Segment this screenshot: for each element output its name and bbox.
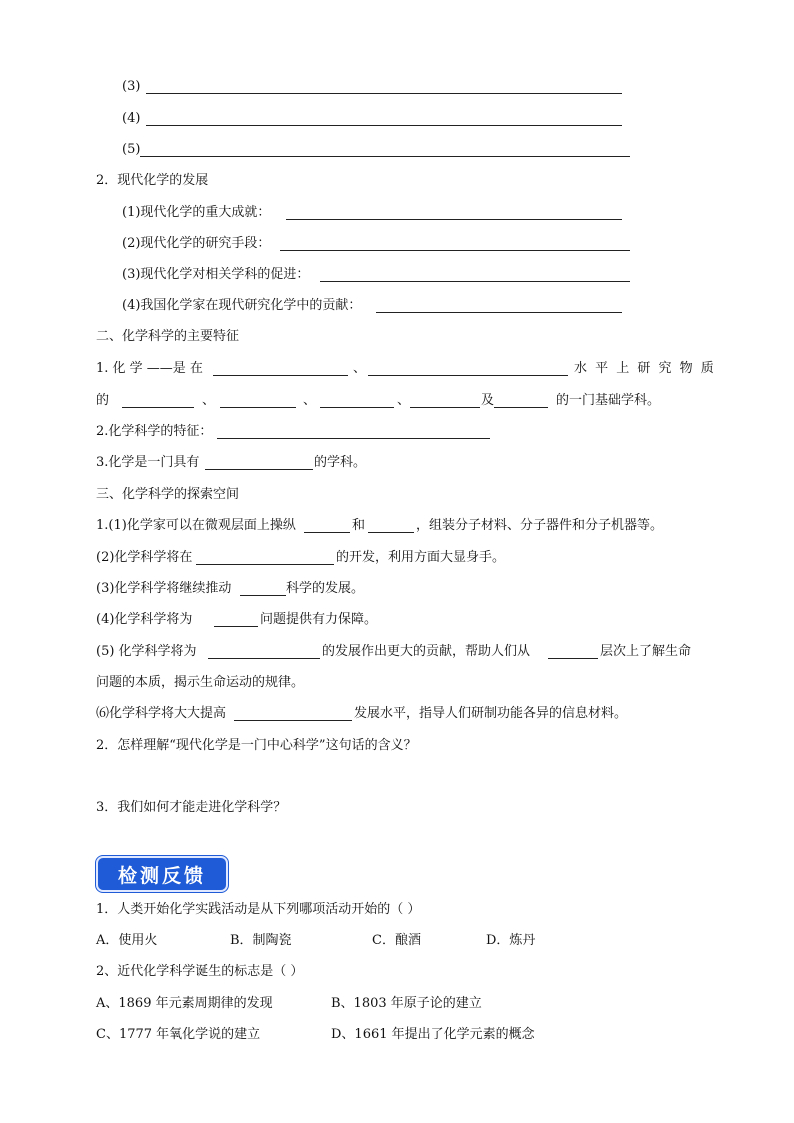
sec2-line2-b: 、 [202,393,216,408]
sec3-line1-b: 和 [352,518,366,533]
feedback-q2: 2、近代化学科学诞生的标志是（ ） [96,964,304,979]
blank-sec2-7[interactable] [494,407,548,408]
sec3-line1-a: 1.(1)化学家可以在微观层面上操纵 [96,518,296,533]
sec2-line4-a: 3.化学是一门具有 [96,455,200,470]
sub1-label: (1)现代化学的重大成就： [122,205,271,220]
answer-line-3[interactable] [146,93,622,94]
sub2-label: (2)现代化学的研究手段： [122,236,271,251]
section-2-title: 二、化学科学的主要特征 [96,329,240,344]
blank-sec2-5[interactable] [320,407,394,408]
sec2-line1-c: 水 平 上 研 究 物 质 [574,361,716,376]
answer-line-sub4[interactable] [376,312,622,313]
feedback-q1: 1．人类开始化学实践活动是从下列哪项活动开始的（ ） [96,902,421,917]
blank-sec3-1[interactable] [304,532,350,533]
sec3-line3-a: (3)化学科学将继续推动 [96,581,232,596]
feedback-badge: 检测反馈 [96,856,228,892]
sec2-line2-e: 及 [481,393,495,408]
sec3-line2-b: 的开发，利用方面大显身手。 [336,550,506,565]
blank-sec2-8[interactable] [217,438,490,439]
feedback-q1-opt-d[interactable]: D．炼丹 [486,933,536,948]
item-4-label: (4) [122,111,141,126]
feedback-q2-opt-a[interactable]: A、1869 年元素周期律的发现 [96,996,273,1011]
sec2-line4-b: 的学科。 [314,455,367,470]
answer-line-sub3[interactable] [320,281,630,282]
blank-sec3-8[interactable] [234,720,352,721]
blank-sec3-5[interactable] [214,626,258,627]
item-3-label: (3) [122,79,141,94]
feedback-q1-opt-b[interactable]: B．制陶瓷 [230,933,292,948]
sec3-line4-a: (4)化学科学将为 [96,612,193,627]
feedback-q2-opt-d[interactable]: D、1661 年提出了化学元素的概念 [331,1027,535,1042]
sec3-line7-b: 发展水平，指导人们研制功能各异的信息材料。 [354,706,628,721]
blank-sec2-9[interactable] [205,469,313,470]
sec2-line1-a: 1. 化 学 ——是 在 [96,361,203,376]
sec3-line5-c: 层次上了解生命 [600,644,692,659]
answer-line-4[interactable] [146,125,622,126]
sec2-line3: 2.化学科学的特征： [96,424,213,439]
blank-sec2-1[interactable] [213,375,348,376]
feedback-q2-opt-c[interactable]: C、1777 年氧化学说的建立 [96,1027,261,1042]
sec2-line2-c: 、 [303,393,317,408]
feedback-q1-opt-c[interactable]: C．酿酒 [372,933,421,948]
sec3-line1-c: ，组装分子材料、分子器件和分子机器等。 [416,518,664,533]
sec2-line2-d: 、 [397,393,411,408]
feedback-q1-opt-a[interactable]: A．使用火 [96,933,158,948]
blank-sec3-3[interactable] [196,564,334,565]
question-2: 2．怎样理解“现代化学是一门中心科学”这句话的含义？ [96,738,417,753]
blank-sec2-3[interactable] [122,407,194,408]
sec3-line2-a: (2)化学科学将在 [96,550,193,565]
sec2-line1-b: 、 [353,361,367,376]
blank-sec3-6[interactable] [208,658,320,659]
sub4-label: (4)我国化学家在现代研究化学中的贡献： [122,298,362,313]
blank-sec3-2[interactable] [368,532,414,533]
sec2-line2-a: 的 [96,393,110,408]
sec2-line2-f: 的一门基础学科。 [556,393,661,408]
answer-line-5[interactable] [140,156,630,157]
feedback-q2-opt-b[interactable]: B、1803 年原子论的建立 [331,996,482,1011]
heading-modern-chem-dev: 2．现代化学的发展 [96,173,209,188]
blank-sec2-2[interactable] [368,375,568,376]
question-3: 3．我们如何才能走进化学科学？ [96,800,287,815]
blank-sec3-7[interactable] [548,658,598,659]
blank-sec2-4[interactable] [220,407,296,408]
sec3-line5-b: 的发展作出更大的贡献，帮助人们从 [322,644,531,659]
blank-sec2-6[interactable] [410,407,480,408]
sec3-line6: 问题的本质，揭示生命运动的规律。 [96,675,305,690]
item-5-label: (5) [122,142,141,157]
section-3-title: 三、化学科学的探索空间 [96,487,240,502]
answer-line-sub1[interactable] [286,219,622,220]
blank-sec3-4[interactable] [240,595,286,596]
sec3-line3-b: 科学的发展。 [286,581,365,596]
answer-line-sub2[interactable] [280,250,630,251]
sec3-line7-a: ⑹化学科学将大大提高 [96,706,227,721]
sec3-line5-a: (5) 化学科学将为 [96,644,197,659]
sub3-label: (3)现代化学对相关学科的促进： [122,267,310,282]
sec3-line4-b: 问题提供有力保障。 [260,612,378,627]
